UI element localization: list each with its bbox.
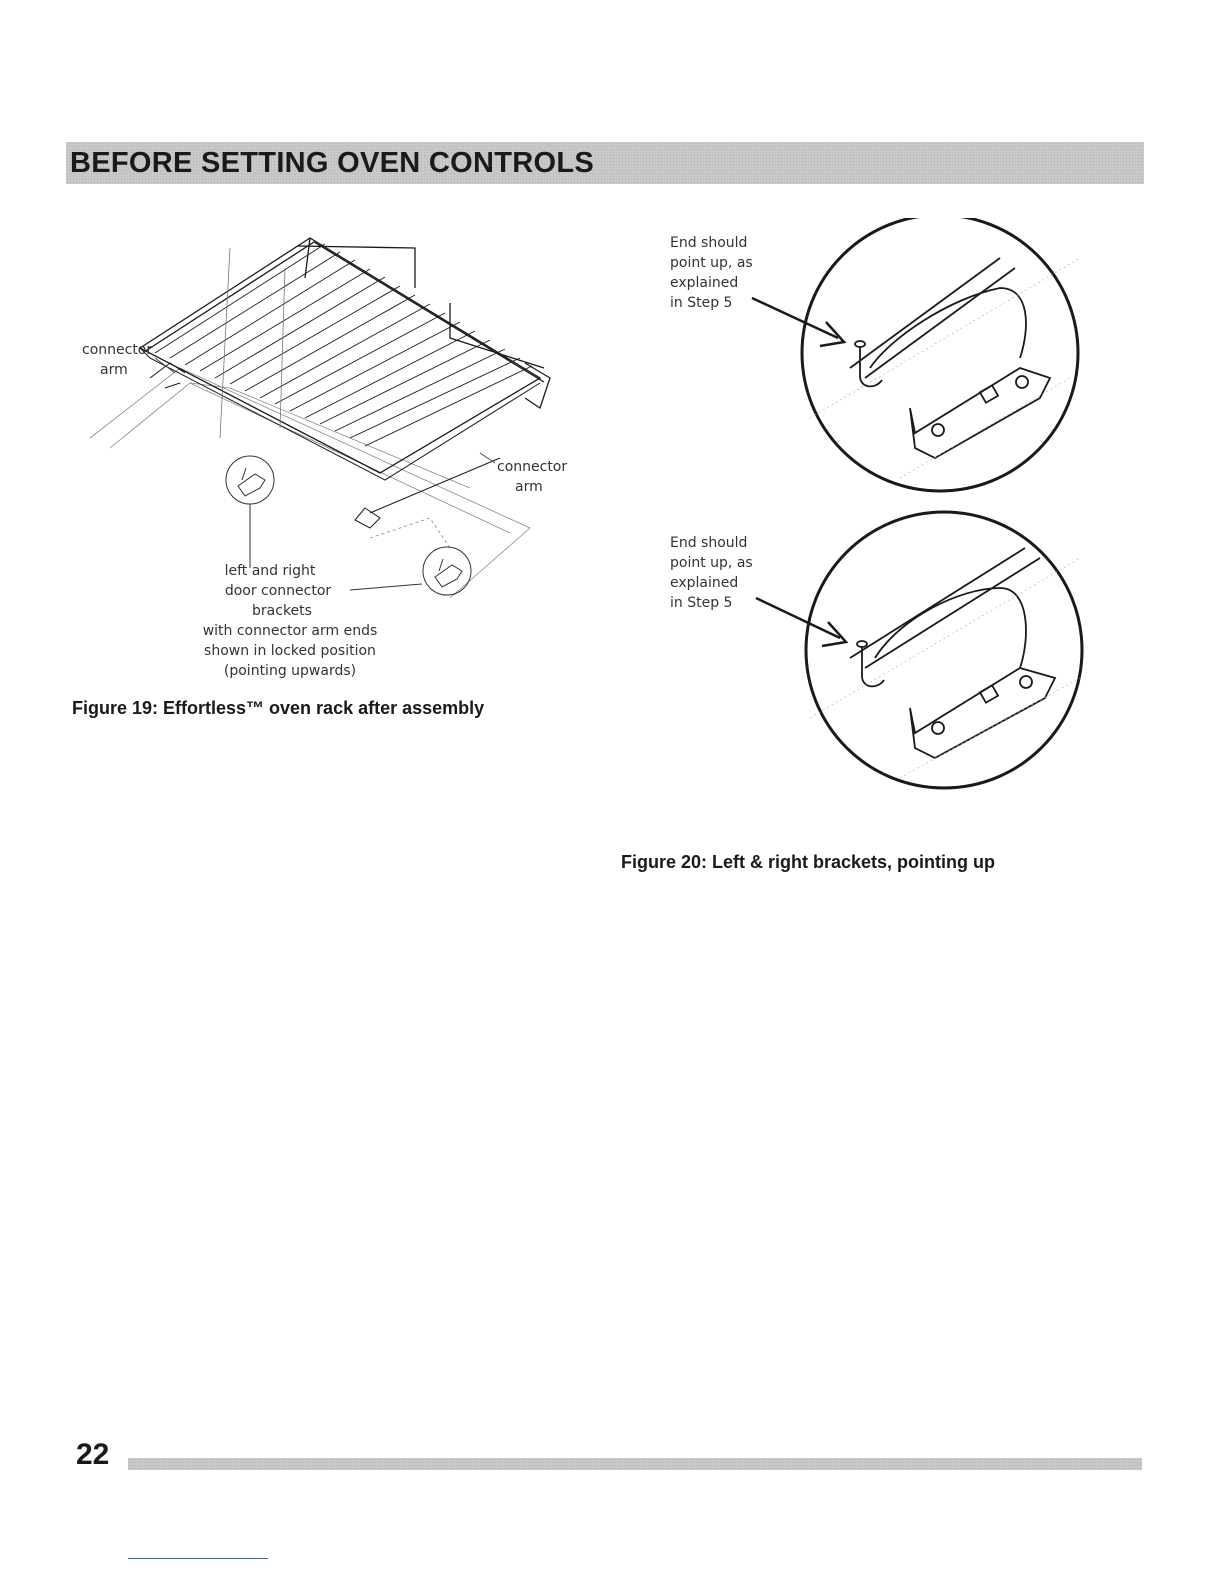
callout-line: point up, as — [670, 255, 753, 271]
callout-bottom — [670, 533, 753, 613]
label-line: brackets — [252, 603, 312, 619]
footer-bar — [128, 1458, 1142, 1470]
callout-line: explained — [670, 275, 739, 291]
callout-line: explained — [670, 575, 739, 591]
bracket-closeup-bottom — [756, 512, 1082, 788]
label-line: arm — [515, 479, 543, 495]
label-line: with connector arm ends — [202, 623, 378, 639]
figure-19-caption: Figure 19: Effortless™ oven rack after assembly — [72, 698, 485, 718]
callout-line: in Step 5 — [670, 595, 733, 611]
callout-line: in Step 5 — [670, 295, 733, 311]
label-line: (pointing upwards) — [223, 663, 357, 679]
callout-line: End should — [670, 235, 748, 251]
callout-top — [670, 233, 753, 313]
connector-arm-right — [355, 458, 500, 528]
figure-20-caption: Figure 20: Left & right brackets, pointing up — [621, 852, 996, 872]
label-connector-arm-left — [82, 340, 152, 380]
bracket-detail-left — [226, 456, 274, 568]
label-door-connector-brackets — [200, 561, 380, 681]
right-leader-line — [480, 453, 495, 463]
label-line: connector — [82, 342, 153, 358]
left-leader-line — [155, 358, 175, 373]
label-connector-arm-right — [497, 457, 567, 497]
label-line: shown in locked position — [204, 643, 376, 659]
callout-line: End should — [670, 535, 748, 551]
page-number: 22 — [76, 1438, 110, 1471]
label-line: connector — [497, 459, 568, 475]
label-line: door connector — [224, 583, 332, 599]
bottom-rule — [128, 1558, 268, 1559]
bracket-closeup-top — [752, 218, 1080, 491]
label-line: left and right — [224, 563, 316, 579]
label-line: arm — [100, 362, 128, 378]
section-title: BEFORE SETTING OVEN CONTROLS — [70, 147, 594, 179]
callout-line: point up, as — [670, 555, 753, 571]
